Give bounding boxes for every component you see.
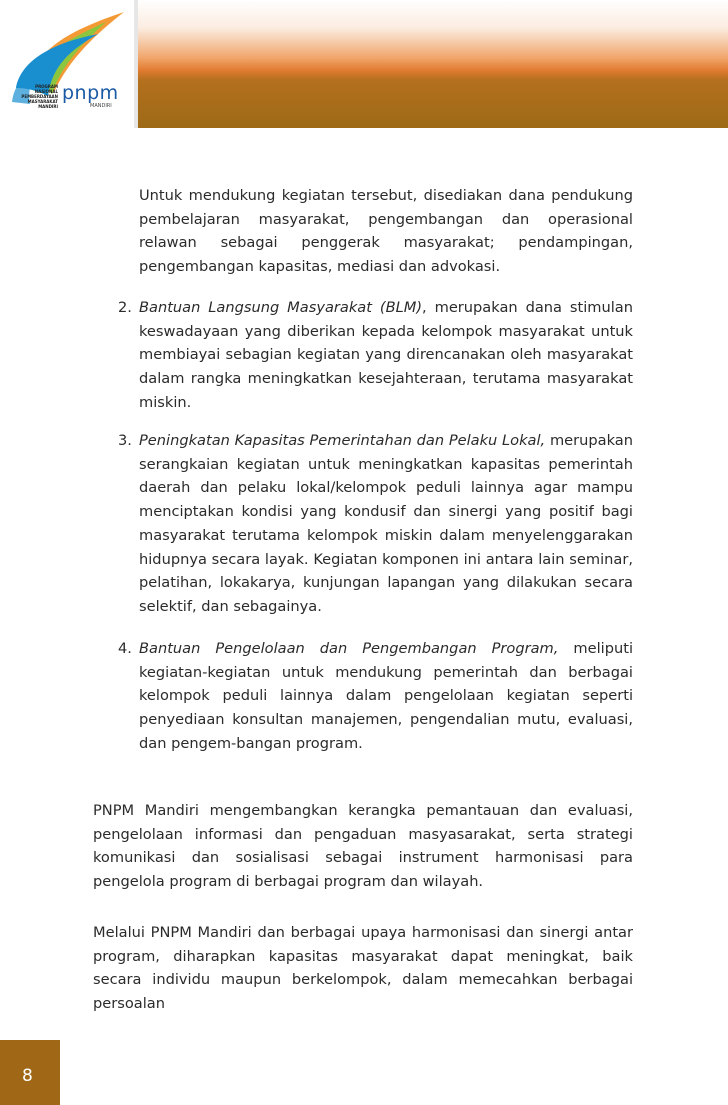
intro-paragraph: Untuk mendukung kegiatan tersebut, disediakan dana pendukung pembelajaran masyarakat, pengembangan dan operasional relawan sebagai penggerak masyarakat; pendampingan, pengembangan kapasitas, mediasi dan advokasi.: [139, 187, 633, 276]
list-body: meliputi kegiatan-kegiatan untuk mendukung pemerintah dan berbagai kelompok peduli lainnya dalam pengelolaan kegiatan seperti penyediaan konsultan manajemen, pengendalian mutu, evaluasi, dan pengem-bangan program.: [139, 640, 634, 752]
list-text: [139, 637, 633, 756]
logo-brand: pnpm: [62, 82, 119, 104]
logo-program-text: PROGRAM NASIONAL PEMBERDAYAAN MASYARAKAT MANDIRI: [21, 84, 58, 109]
logo-brand-sub: MANDIRI: [90, 103, 112, 109]
list-number: 2.: [118, 299, 132, 316]
page-number: 8: [22, 1066, 33, 1086]
list-term: Peningkatan Kapasitas Pemerintahan dan Pelaku Lokal,: [139, 432, 546, 449]
list-number: 4.: [118, 640, 132, 657]
header-band: [138, 0, 728, 128]
body-paragraph: Melalui PNPM Mandiri dan berbagai upaya harmonisasi dan sinergi antar program, diharapkan kapasitas masyarakat dapat meningkat, baik secara individu maupun berkelompok, dalam memecahkan berbagai persoalan: [93, 924, 633, 1013]
list-body: merupakan serangkaian kegiatan untuk meningkatkan kapasitas pemerintah daerah dan pelaku lokal/kelompok peduli lainnya agar mampu menciptakan kondisi yang kondusif dan sinergi yang positif bagi masyarakat terutama kelompok miskin dalam menyelenggarakan hidupnya secara layak. Kegiatan komponen ini antara lain seminar, pelatihan, lokakarya, kunjungan lapangan yang dilakukan secara selektif, dan sebagainya.: [139, 432, 633, 615]
list-term: Bantuan Langsung Masyarakat (BLM): [139, 299, 423, 316]
list-term: Bantuan Pengelolaan dan Pengembangan Program,: [139, 640, 559, 657]
list-text: [139, 296, 633, 415]
logo: [0, 0, 138, 128]
body-paragraph: PNPM Mandiri mengembangkan kerangka pemantauan dan evaluasi, pengelolaan informasi dan pengaduan masyasarakat, serta strategi komunikasi dan sosialisasi sebagai instrument harmonisasi para pengelola program di berbagai program dan wilayah.: [93, 802, 633, 891]
list-text: [139, 429, 633, 619]
list-number: 3.: [118, 432, 132, 449]
list-body: , merupakan dana stimulan keswadayaan yang diberikan kepada kelompok masyarakat untuk membiayai sebagian kegiatan yang direncanakan oleh masyarakat dalam rangka meningkatkan kesejahteraan, terutama masyarakat miskin.: [139, 299, 633, 411]
